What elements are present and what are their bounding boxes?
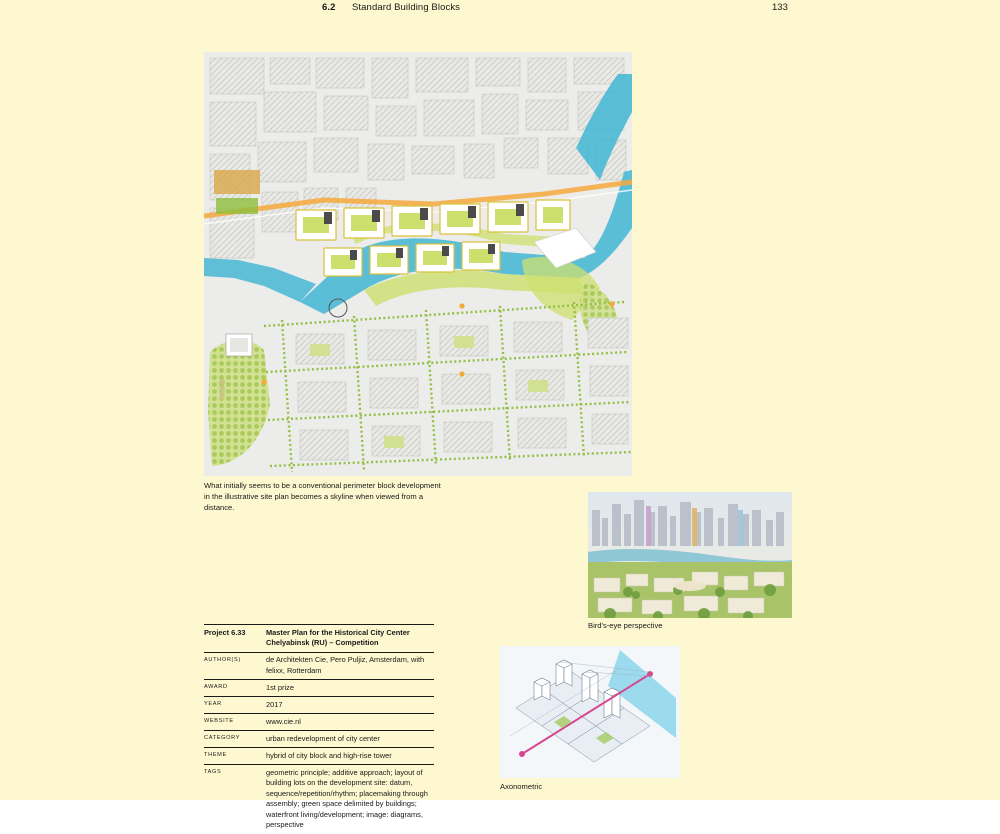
project-title-line1: Master Plan for the Historical City Center (266, 627, 410, 637)
table-row (204, 748, 434, 765)
axonometric-caption: Axonometric (500, 782, 543, 791)
project-label: Project 6.33 (204, 625, 266, 653)
running-head-section-number: 6.2 (322, 2, 336, 13)
table-row (204, 697, 434, 714)
running-head (0, 0, 1000, 22)
running-head-section-title: Standard Building Blocks (352, 2, 461, 13)
table-row (204, 714, 434, 731)
table-row (204, 765, 434, 834)
row-key-award: AWARD (204, 680, 266, 697)
row-key-year: YEAR (204, 697, 266, 714)
table-row (204, 680, 434, 697)
axonometric-image (500, 646, 680, 778)
row-key-theme: THEME (204, 748, 266, 765)
table-row (204, 731, 434, 748)
row-value-authors: de Architekten Cie, Pero Puljiz, Amsterdam, with felixx, Rotterdam (266, 652, 434, 680)
row-value-award: 1st prize (266, 680, 434, 697)
row-value-theme: hybrid of city block and high-rise tower (266, 748, 434, 765)
birds-eye-perspective-image (588, 492, 792, 618)
row-key-category: CATEGORY (204, 731, 266, 748)
project-title (266, 625, 434, 653)
row-value-year: 2017 (266, 697, 434, 714)
birds-eye-caption: Bird's-eye perspective (588, 621, 663, 630)
row-key-website: WEBSITE (204, 714, 266, 731)
row-value-website[interactable]: www.cie.nl (266, 714, 434, 731)
row-value-category: urban redevelopment of city center (266, 731, 434, 748)
row-key-authors: AUTHOR(S) (204, 652, 266, 680)
site-plan-caption: What initially seems to be a conventional perimeter block development in the illustrative site plan becomes a skyline when viewed from a distance. (204, 481, 441, 512)
row-key-tags: TAGS (204, 769, 222, 776)
page-number: 133 (772, 2, 788, 13)
table-row (204, 652, 434, 680)
illustrative-site-plan-image (204, 52, 632, 476)
table-row-project-title (204, 625, 434, 653)
project-title-line2: Chelyabinsk (RU) – Competition (266, 638, 379, 648)
row-value-tags: geometric principle; additive approach; layout of building lots on the development site: datum, sequence/repetition/rhythm; placemaking through assembly; green space delimited by buildings; waterfront living/development; image: diagrams, perspective (266, 767, 428, 830)
project-data-table (204, 624, 434, 834)
